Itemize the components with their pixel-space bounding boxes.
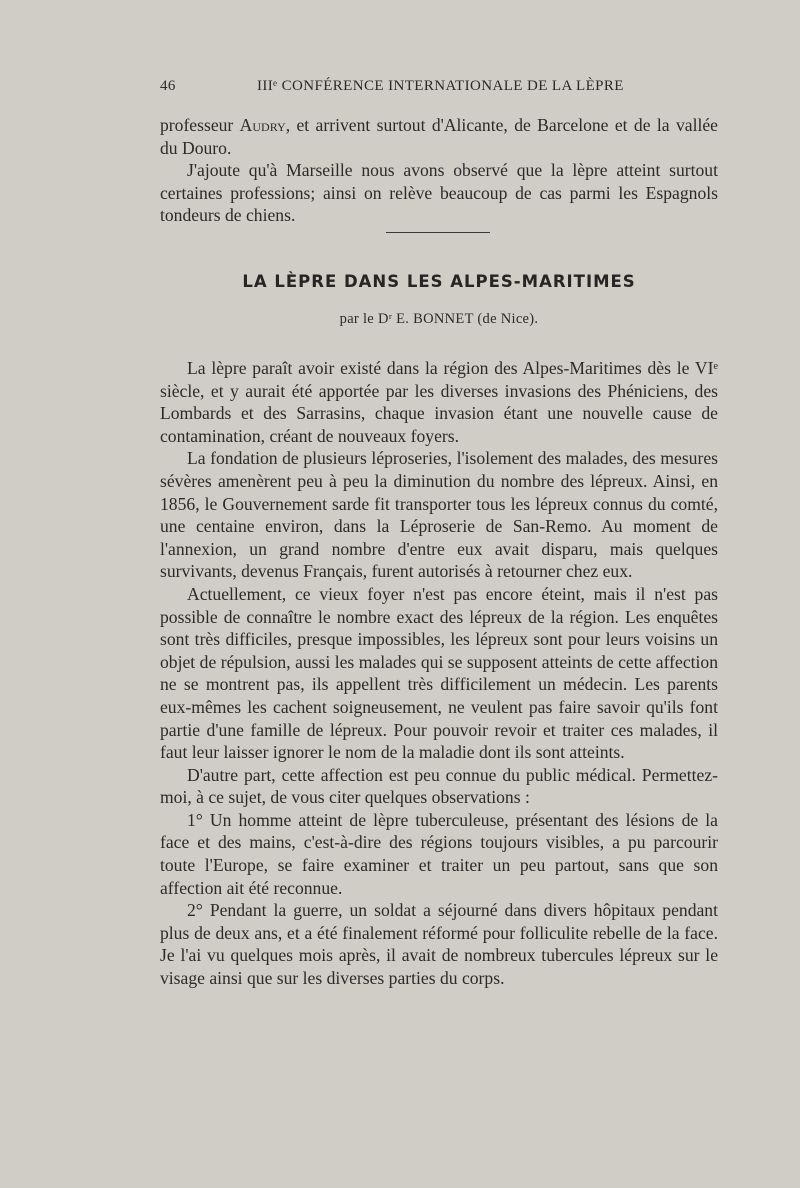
paragraph (160, 114, 718, 159)
running-header (160, 78, 632, 98)
continuation-text (160, 114, 718, 227)
section-divider (386, 232, 490, 233)
page-number: 46 (160, 78, 176, 94)
paragraph: J'ajoute qu'à Marseille nous avons observé que la lèpre atteint surtout certaines professions; ainsi on relève beaucoup de cas parmi les Espagnols tondeurs de chiens. (160, 160, 718, 225)
paragraph: La fondation de plusieurs léproseries, l'isolement des malades, des mesures sévères amenèrent peu à peu la diminution du nombre des lépreux. Ainsi, en 1856, le Gouvernement sarde fit transporter tous les lépreux connus du comté, une centaine environ, dans la Léproserie de San-Remo. Au moment de l'annexion, un grand nombre d'entre eux avait disparu, mais quelques survivants, devenus Français, furent autorisés à retourner chez eux. (160, 448, 718, 582)
paragraph: D'autre part, cette affection est peu connue du public médical. Permettez-moi, à ce sujet, de vous citer quelques observations : (160, 764, 718, 808)
article-title: LA LÈPRE DANS LES ALPES-MARITIMES (242, 272, 636, 291)
paragraph-text: professeur (160, 115, 240, 135)
paragraph: 2° Pendant la guerre, un soldat a séjourné dans divers hôpitaux pendant plus de deux ans, et a été finalement réformé pour folliculite rebelle de la face. Je l'ai vu quelques mois après, il avait de nombreux tubercules lépreux sur le visage ainsi que sur les diverses parties du corps. (160, 900, 718, 989)
paragraph: 1° Un homme atteint de lèpre tuberculeuse, présentant des lésions de la face et des mains, c'est-à-dire des régions toujours visibles, a pu parcourir toute l'Europe, se faire examiner et traiter un peu partout, sans que son affection ait été reconnue. (160, 809, 718, 898)
byline: par le Dʳ E. BONNET (de Nice). (339, 311, 539, 327)
paragraph-text: , et arrivent surtout d'Alicante, de Barcelone et de la vallée du Douro. (160, 115, 718, 158)
paragraph: Actuellement, ce vieux foyer n'est pas encore éteint, mais il n'est pas possible de connaître le nombre exact des lépreux de la région. Les enquêtes sont très difficiles, presque impossibles, les lépreux sont pour leurs voisins un objet de répulsion, aussi les malades qui se supposent atteints de cette affection ne se montrent pas, ils appellent très difficilement un médecin. Les parents eux-mêmes les cachent soigneusement, ne veulent pas faire savoir qu'ils font partie d'une famille de lépreux. Pour pouvoir revoir et traiter ces malades, il faut leur laisser ignorer le nom de la maladie dont ils sont atteints. (160, 583, 718, 763)
running-title: IIIᵉ CONFÉRENCE INTERNATIONALE DE LA LÈPRE (257, 78, 624, 94)
paragraph: La lèpre paraît avoir existé dans la région des Alpes-Maritimes dès le VIᵉ siècle, et y aurait été apportée par les diverses invasions des Phéniciens, des Lombards et des Sarrasins, chaque invasion étant une nouvelle cause de contamination, créant de nouveaux foyers. (160, 358, 718, 446)
article-body (160, 357, 718, 990)
author-name: Audry (239, 115, 286, 135)
